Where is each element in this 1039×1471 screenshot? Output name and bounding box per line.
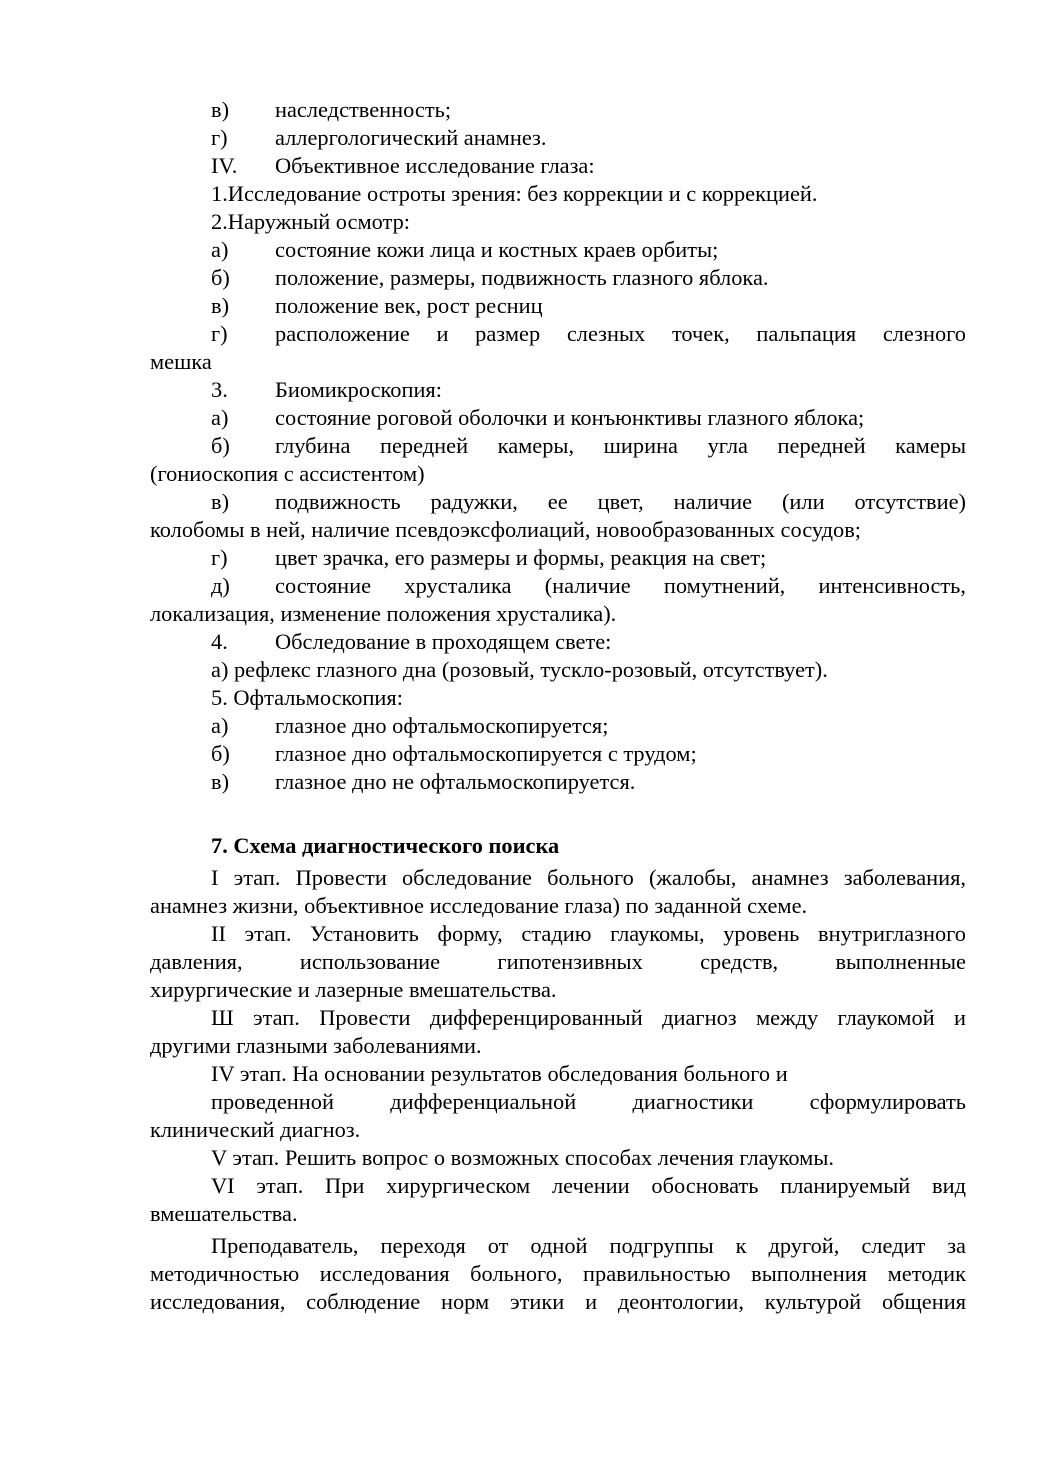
item-text: подвижность радужки, ее цвет, наличие (или отсутствие) [275,489,966,514]
item-continuation: мешка [150,349,212,374]
item-label: 3. [211,377,228,402]
list-item-biomicroscopy [150,376,966,404]
document-page [150,96,966,1316]
item-text: состояние хрусталика (наличие помутнений, интенсивность, [275,573,966,598]
item-text: Обследование в проходящем свете: [275,629,612,654]
item-label: а) [211,237,229,262]
section-heading: 7. Схема диагностического поиска [211,833,560,858]
list-item-lacrimal [150,320,966,348]
list-item-eyeball [150,264,966,292]
item-label: д) [211,573,230,598]
stage-1-paragraph [150,864,966,920]
item-label: г) [211,321,228,346]
paragraph-line: хирургические и лазерные вмешательства. [150,977,557,1002]
list-item-iris [150,488,966,516]
item-text: Биомикроскопия: [275,377,442,402]
item-label: г) [211,125,228,150]
list-item-anterior-chamber [150,432,966,460]
stage-2-paragraph [150,920,966,1004]
paragraph-line: методичностью исследования больного, правильностью выполнения методик [150,1261,966,1286]
list-item-transmitted-light [150,628,966,656]
paragraph-line: II этап. Установить форму, стадию глаукомы, уровень внутриглазного [211,921,966,946]
list-item-ophth-c [150,768,966,796]
list-item-ophth-b [150,740,966,768]
list-item-ophth-a [150,712,966,740]
list-item-heredity [150,96,966,124]
item-text: цвет зрачка, его размеры и формы, реакция на свет; [275,545,767,570]
spacer [150,796,966,824]
item-text: состояние кожи лица и костных краев орбиты; [275,237,719,262]
item-text: расположение и размер слезных точек, пальпация слезного [275,321,966,346]
item-continuation: (гониоскопия с ассистентом) [150,461,425,486]
item-text: глазное дно офтальмоскопируется с трудом; [275,741,697,766]
paragraph-line: анамнез жизни, объективное исследование глаза) по заданной схеме. [150,893,808,918]
stage-4-paragraph [150,1060,966,1144]
item-continuation: локализация, изменение положения хрусталика). [150,601,617,626]
list-item-cornea [150,404,966,432]
item-text: глазное дно офтальмоскопируется; [275,713,609,738]
item-text: глубина передней камеры, ширина угла передней камеры [275,433,966,458]
item-continuation: колобомы в ней, наличие псевдоэксфолиаций, новообразованных сосудов; [150,517,862,542]
item-label: 4. [211,629,228,654]
paragraph-line: исследования, соблюдение норм этики и деонтологии, культурой общения [150,1289,966,1314]
stage-5-paragraph [150,1144,966,1172]
item-text: глазное дно не офтальмоскопируется. [275,769,636,794]
list-item-pupil [150,544,966,572]
stage-6-paragraph [150,1172,966,1228]
item-text: наследственность; [275,97,452,122]
paragraph-line: Ш этап. Провести дифференцированный диагноз между глаукомой и [211,1005,966,1030]
list-item-eyelids [150,292,966,320]
paragraph-line: Преподаватель, переходя от одной подгруппы к другой, следит за [211,1233,966,1258]
item-text: аллергологический анамнез. [275,125,547,150]
stage-3-paragraph [150,1004,966,1060]
paragraph-line: вмешательства. [150,1201,298,1226]
line-fundus-reflex: а) рефлекс глазного дна (розовый, тускло-розовый, отсутствует). [211,657,828,682]
item-label: б) [211,433,230,458]
line-external-exam: 2.Наружный осмотр: [211,209,411,234]
line-visual-acuity: 1.Исследование остроты зрения: без коррекции и с коррекцией. [211,181,818,206]
list-item-lens [150,572,966,600]
item-label: а) [211,405,229,430]
paragraph-line: VI этап. При хирургическом лечении обосновать планируемый вид [211,1173,966,1198]
teacher-paragraph [150,1232,966,1316]
item-label: б) [211,265,230,290]
list-item-allergy [150,124,966,152]
item-label: в) [211,293,230,318]
paragraph-line: клинический диагноз. [150,1117,361,1142]
item-label: в) [211,97,230,122]
item-label: а) [211,713,229,738]
item-label: в) [211,769,230,794]
item-text: Объективное исследование глаза: [275,153,595,178]
list-item-objective-exam [150,152,966,180]
paragraph-line: I этап. Провести обследование больного (жалобы, анамнез заболевания, [211,865,966,890]
item-label: в) [211,489,230,514]
paragraph-line: другими глазными заболеваниями. [150,1033,482,1058]
paragraph-line: V этап. Решить вопрос о возможных способах лечения глаукомы. [211,1145,834,1170]
line-ophthalmoscopy: 5. Офтальмоскопия: [211,685,403,710]
item-text: положение век, рост ресниц [275,293,543,318]
list-item-skin [150,236,966,264]
item-label: б) [211,741,230,766]
item-text: положение, размеры, подвижность глазного яблока. [275,265,769,290]
paragraph-line: IV этап. На основании результатов обследования больного и [211,1061,788,1086]
item-label: г) [211,545,228,570]
item-text: состояние роговой оболочки и конъюнктивы глазного яблока; [275,405,865,430]
paragraph-line: давления, использование гипотензивных средств, выполненные [150,949,966,974]
item-label: IV. [211,153,238,178]
paragraph-line: проведенной дифференциальной диагностики сформулировать [211,1089,966,1114]
